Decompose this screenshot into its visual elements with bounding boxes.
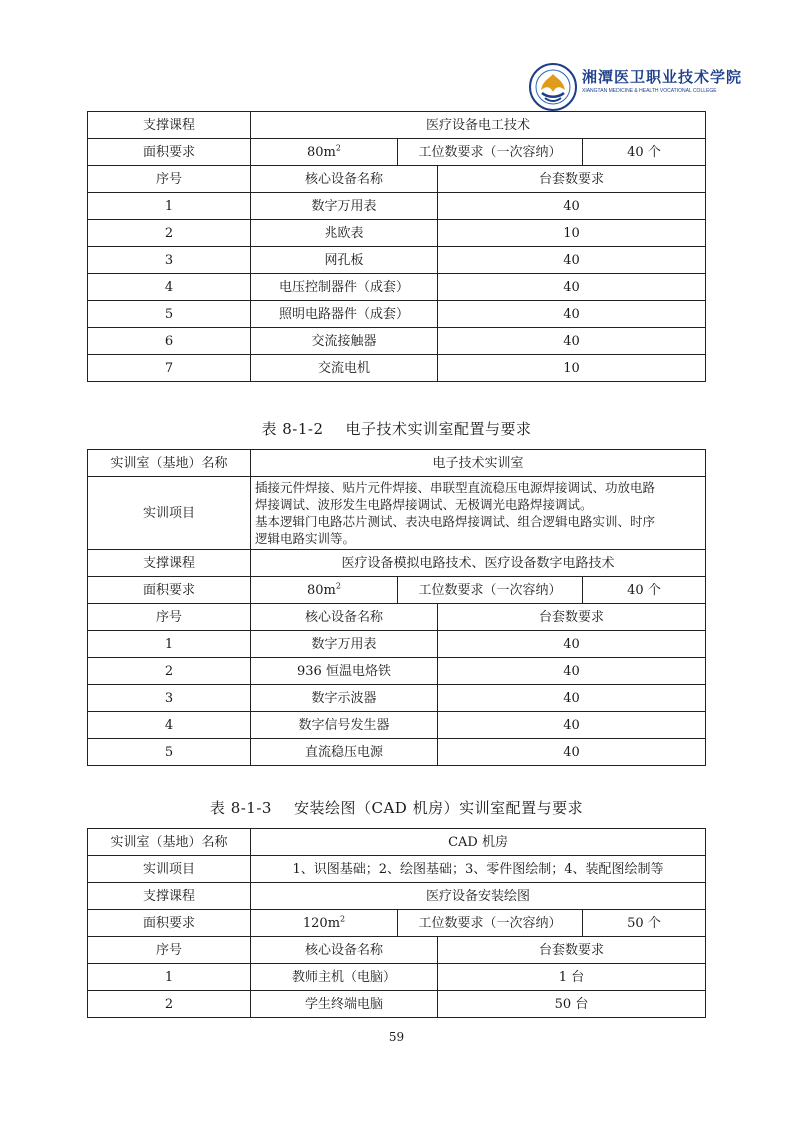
table-row: 6 交流接触器 40 [88,328,706,355]
table-row: 3 网孔板 40 [88,247,706,274]
col-header-name: 核心设备名称 [251,604,438,631]
area-value: $120m^2$ [251,910,398,937]
station-label: 工位数要求（一次容纳） [398,139,583,166]
table-row: 5 照明电路器件（成套） 40 [88,301,706,328]
course-label: 支撑课程 [88,883,251,910]
table-row: 1 数字万用表 40 [88,193,706,220]
room-value: 电子技术实训室 [251,450,706,477]
table-row: 2 936 恒温电烙铁 40 [88,658,706,685]
table-row: 3 数字示波器 40 [88,685,706,712]
course-value: 医疗设备模拟电路技术、医疗设备数字电路技术 [251,550,706,577]
college-logo [528,62,743,112]
table-electronics [87,449,706,766]
table-cad [87,828,706,1018]
course-label: 支撑课程 [88,112,251,139]
college-emblem-icon [528,62,578,112]
course-value: 医疗设备安装绘图 [251,883,706,910]
project-label: 实训项目 [88,856,251,883]
area-value: $80m^2$ [251,139,398,166]
table-row: 4 电压控制器件（成套） 40 [88,274,706,301]
college-name: 湘潭医卫职业技术学院 [582,68,743,86]
table-row: 7 交流电机 10 [88,355,706,382]
col-header-qty: 台套数要求 [438,937,706,964]
page-number: 59 [388,1030,405,1044]
table-row: 1 教师主机（电脑） 1 台 [88,964,706,991]
table-electrical [87,111,706,382]
col-header-name: 核心设备名称 [251,937,438,964]
station-label: 工位数要求（一次容纳） [398,577,583,604]
station-label: 工位数要求（一次容纳） [398,910,583,937]
station-value: 50 个 [583,910,706,937]
col-header-no: 序号 [88,166,251,193]
col-header-qty: 台套数要求 [438,166,706,193]
col-header-qty: 台套数要求 [438,604,706,631]
project-value: 插接元件焊接、贴片元件焊接、串联型直流稳压电源焊接调试、功放电路 焊接调试、波形发生电路焊接调试、无极调光电路焊接调试。 基本逻辑门电路芯片测试、表决电路焊接调试、组合逻辑电路实训、时序 逻辑电路实训等。 [251,477,706,550]
table-row: 4 数字信号发生器 40 [88,712,706,739]
col-header-name: 核心设备名称 [251,166,438,193]
project-value: 1、识图基础；2、绘图基础；3、零件图绘制；4、装配图绘制等 [251,856,706,883]
college-name-en: XIANGTAN MEDICINE & HEALTH VOCATIONAL COLLEGE [582,88,717,94]
station-value: 40 个 [583,139,706,166]
col-header-no: 序号 [88,937,251,964]
col-header-no: 序号 [88,604,251,631]
course-value: 医疗设备电工技术 [251,112,706,139]
project-label: 实训项目 [88,477,251,550]
station-value: 40 个 [583,577,706,604]
area-label: 面积要求 [88,910,251,937]
table-caption-2: 表 8-1-2 电子技术实训室配置与要求 [261,420,532,438]
table-caption-3: 表 8-1-3 安装绘图（CAD 机房）实训室配置与要求 [209,799,584,817]
course-label: 支撑课程 [88,550,251,577]
table-row: 2 兆欧表 10 [88,220,706,247]
room-label: 实训室（基地）名称 [88,829,251,856]
area-value: $80m^2$ [251,577,398,604]
table-row: 1 数字万用表 40 [88,631,706,658]
room-value: CAD 机房 [251,829,706,856]
room-label: 实训室（基地）名称 [88,450,251,477]
table-row: 5 直流稳压电源 40 [88,739,706,766]
area-label: 面积要求 [88,139,251,166]
area-label: 面积要求 [88,577,251,604]
table-row: 2 学生终端电脑 50 台 [88,991,706,1018]
